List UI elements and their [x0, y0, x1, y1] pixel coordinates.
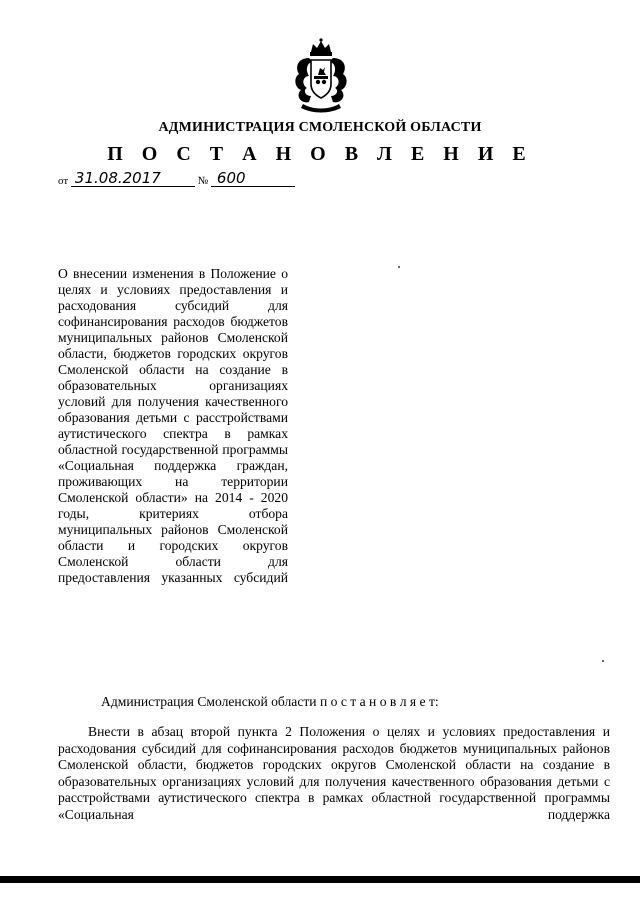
coat-of-arms-icon — [289, 38, 353, 116]
scan-bottom-edge — [0, 876, 640, 883]
agency-name: АДМИНИСТРАЦИЯ СМОЛЕНСКОЙ ОБЛАСТИ — [158, 120, 482, 135]
dateline — [58, 170, 295, 187]
document-number: 600 — [211, 170, 295, 187]
document-type: П О С Т А Н О В Л Е Н И Е — [107, 143, 533, 165]
document-title: О внесении изменения в Положение о целях и условиях предоставления и расходования субсидий для софинансирования расходов бюджетов муниципальных районов Смоленской области, бюджетов городских округов Смоленской области на создание в образовательных организациях условий для получения качественного образования детьми с расстройствами аутистического спектра в рамках областной государственной программы «Социальная поддержка граждан, проживающих на территории Смоленской области» на 2014 - 2020 годы, критериях отбора муниципальных районов Смоленской области и городских округов Смоленской области для предоставления указанных субсидий — [58, 266, 288, 585]
document-date: 31.08.2017 — [71, 170, 195, 187]
body-paragraph: Внести в абзац второй пункта 2 Положения о целях и условиях предоставления и расходования субсидий для софинансирования расходов бюджетов муниципальных районов Смоленской области, бюджетов городских округов Смоленской области на создание в образовательных организациях условий для получения качественного образования детьми с расстройствами аутистического спектра в рамках областной государственной программы «Социальная поддержка — [58, 724, 610, 822]
scan-artifact — [602, 660, 604, 662]
scan-artifact — [398, 266, 400, 268]
number-label: № — [197, 175, 209, 187]
preamble: Администрация Смоленской области п о с т а н о в л я е т: — [101, 694, 439, 709]
date-prefix-label: от — [58, 175, 69, 187]
